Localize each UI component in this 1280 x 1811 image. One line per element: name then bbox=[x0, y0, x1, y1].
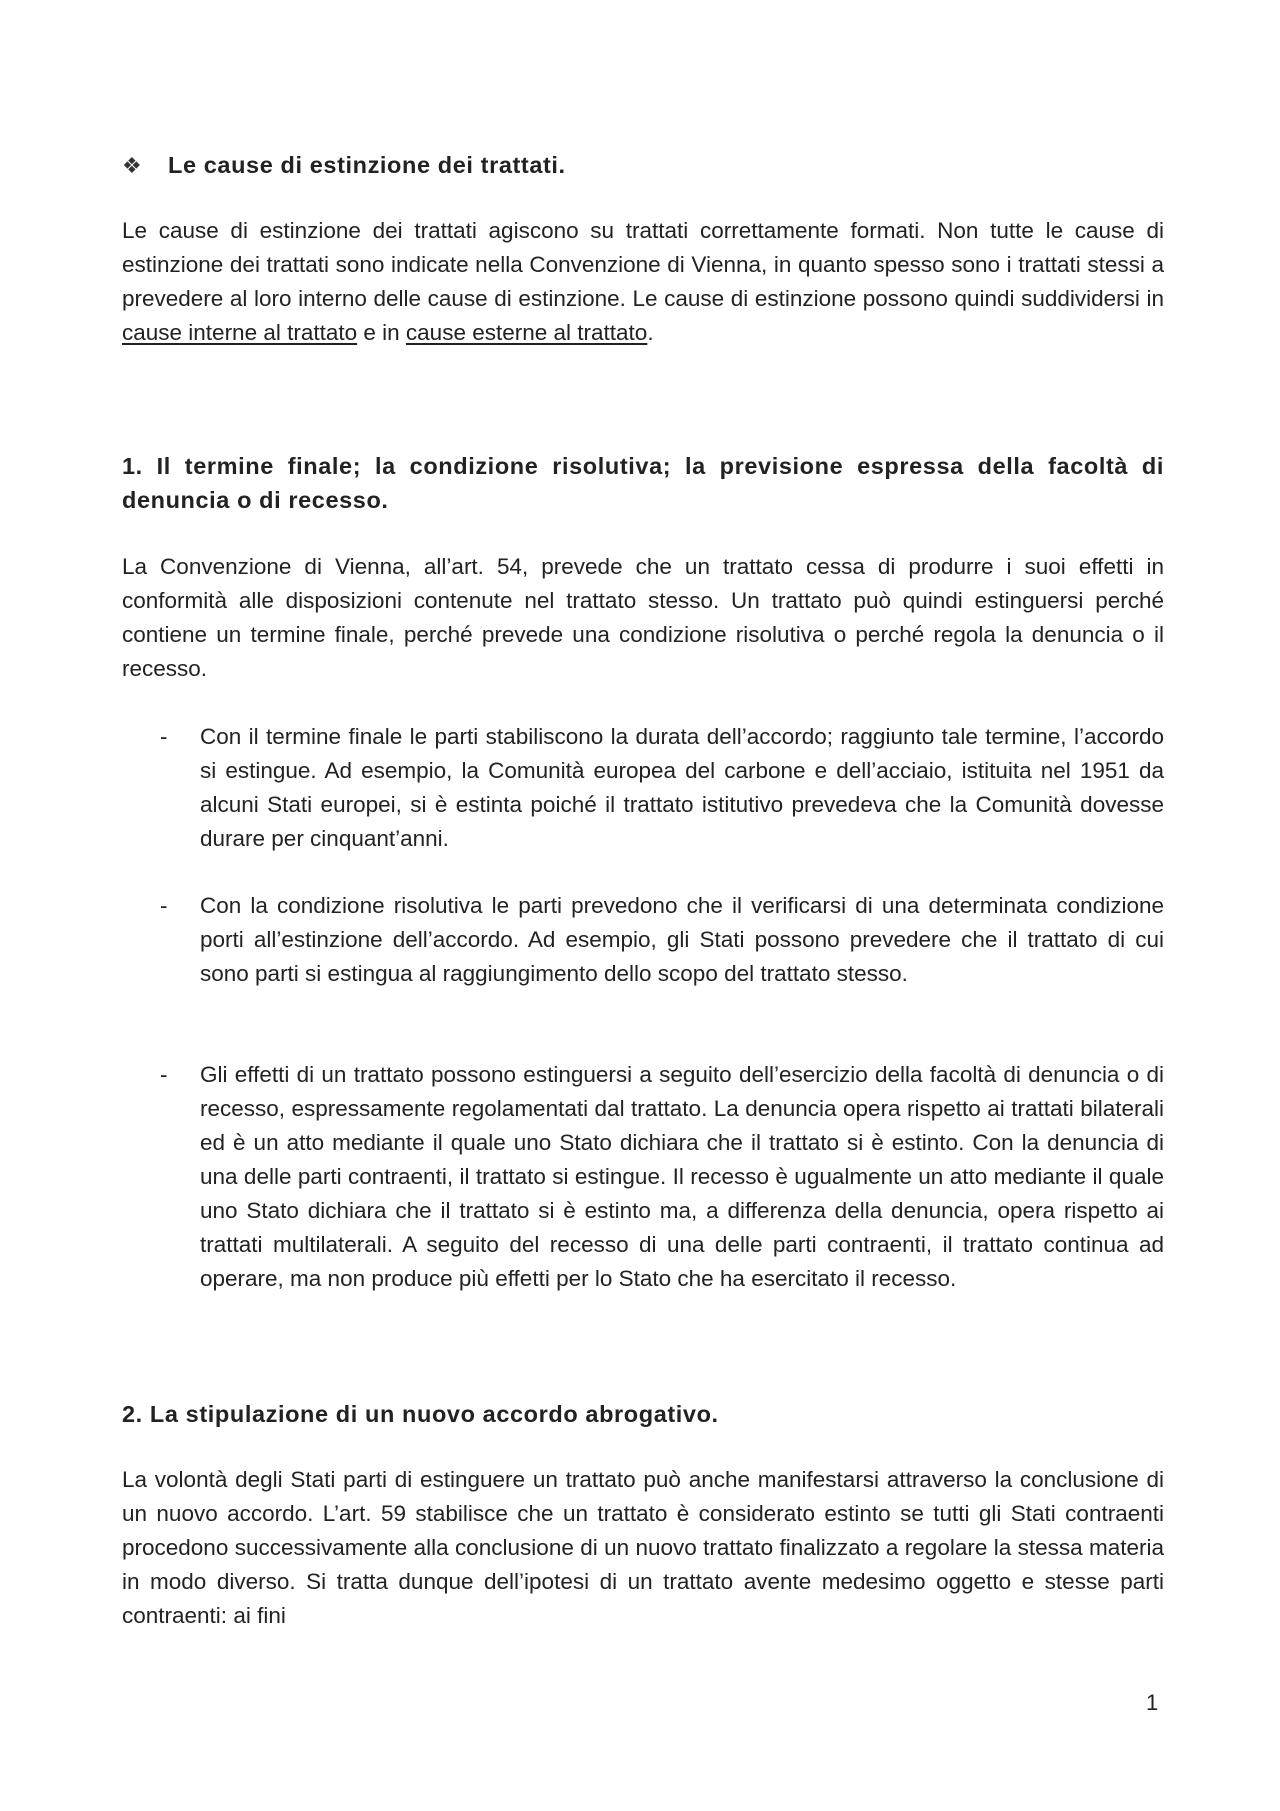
section-1-paragraph: La Convenzione di Vienna, all’art. 54, prevede che un trattato cessa di produrre i suoi effetti in conformità alle disposizioni contenute nel trattato stesso. Un trattato può quindi estinguersi perché contiene un termine finale, perché prevede una condizione risolutiva o perché regola la denuncia o il recesso. bbox=[122, 554, 1164, 681]
list-dash: - bbox=[160, 724, 168, 749]
list-item-text: Gli effetti di un trattato possono estinguersi a seguito dell’esercizio della facoltà di denuncia o di recesso, espressamente regolamentati dal trattato. La denuncia opera rispetto ai trattati bilaterali ed è un atto mediante il quale uno Stato dichiara che il trattato si è estinto. Con la denuncia di una delle parti contraenti, il trattato si estingue. Il recesso è ugualmente un atto mediante il quale uno Stato dichiara che il trattato si è estinto ma, a differenza della denuncia, opera rispetto ai trattati multilaterali. A seguito del recesso di una delle parti contraenti, il trattato continua ad operare, ma non produce più effetti per lo Stato che ha esercitato il recesso. bbox=[200, 1062, 1164, 1291]
intro-text-3: . bbox=[647, 320, 654, 345]
list-item bbox=[160, 889, 1164, 991]
page-title bbox=[122, 148, 1164, 183]
intro-text-2: e in bbox=[357, 320, 406, 345]
section-1-heading: 1. Il termine finale; la condizione risolutiva; la previsione espressa della facoltà di denuncia o di recesso. bbox=[122, 453, 1164, 513]
list-dash: - bbox=[160, 893, 168, 918]
section-2-heading: 2. La stipulazione di un nuovo accordo abrogativo. bbox=[122, 1401, 719, 1427]
intro-link-internal-causes: cause interne al trattato bbox=[122, 320, 358, 345]
list-dash: - bbox=[160, 1062, 168, 1087]
list-item-text: Con la condizione risolutiva le parti prevedono che il verificarsi di una determinata condizione porti all’estinzione dell’accordo. Ad esempio, gli Stati possono prevedere che il trattato di cui sono parti si estingua al raggiungimento dello scopo del trattato stesso. bbox=[200, 893, 1164, 986]
list-item-text: Con il termine finale le parti stabiliscono la durata dell’accordo; raggiunto tale termine, l’accordo si estingue. Ad esempio, la Comunità europea del carbone e dell’acciaio, istituita nel 1951 da alcuni Stati europei, si è estinta poiché il trattato istitutivo prevedeva che la Comunità dovesse durare per cinquant’anni. bbox=[200, 724, 1164, 851]
list-item bbox=[160, 1058, 1164, 1296]
section-2-paragraph: La volontà degli Stati parti di estinguere un trattato può anche manifestarsi attraverso la conclusione di un nuovo accordo. L’art. 59 stabilisce che un trattato è considerato estinto se tutti gli Stati contraenti procedono successivamente alla conclusione di un nuovo trattato finalizzato a regolare la stessa materia in modo diverso. Si tratta dunque dell’ipotesi di un trattato avente medesimo oggetto e stesse parti contraenti: ai fini bbox=[122, 1467, 1164, 1628]
intro-text-1: Le cause di estinzione dei trattati agiscono su trattati correttamente formati. Non tutte le cause di estinzione dei trattati sono indicate nella Convenzione di Vienna, in quanto spesso sono i trattati stessi a prevedere al loro interno delle cause di estinzione. Le cause di estinzione possono quindi suddividersi in bbox=[122, 218, 1164, 311]
intro-paragraph bbox=[122, 214, 1164, 350]
list-item bbox=[160, 720, 1164, 856]
page-title-text: Le cause di estinzione dei trattati. bbox=[168, 152, 566, 178]
diamond-bullet-icon: ❖ bbox=[122, 153, 143, 178]
intro-link-external-causes: cause esterne al trattato bbox=[405, 320, 648, 345]
page-number: 1 bbox=[1146, 1690, 1159, 1715]
